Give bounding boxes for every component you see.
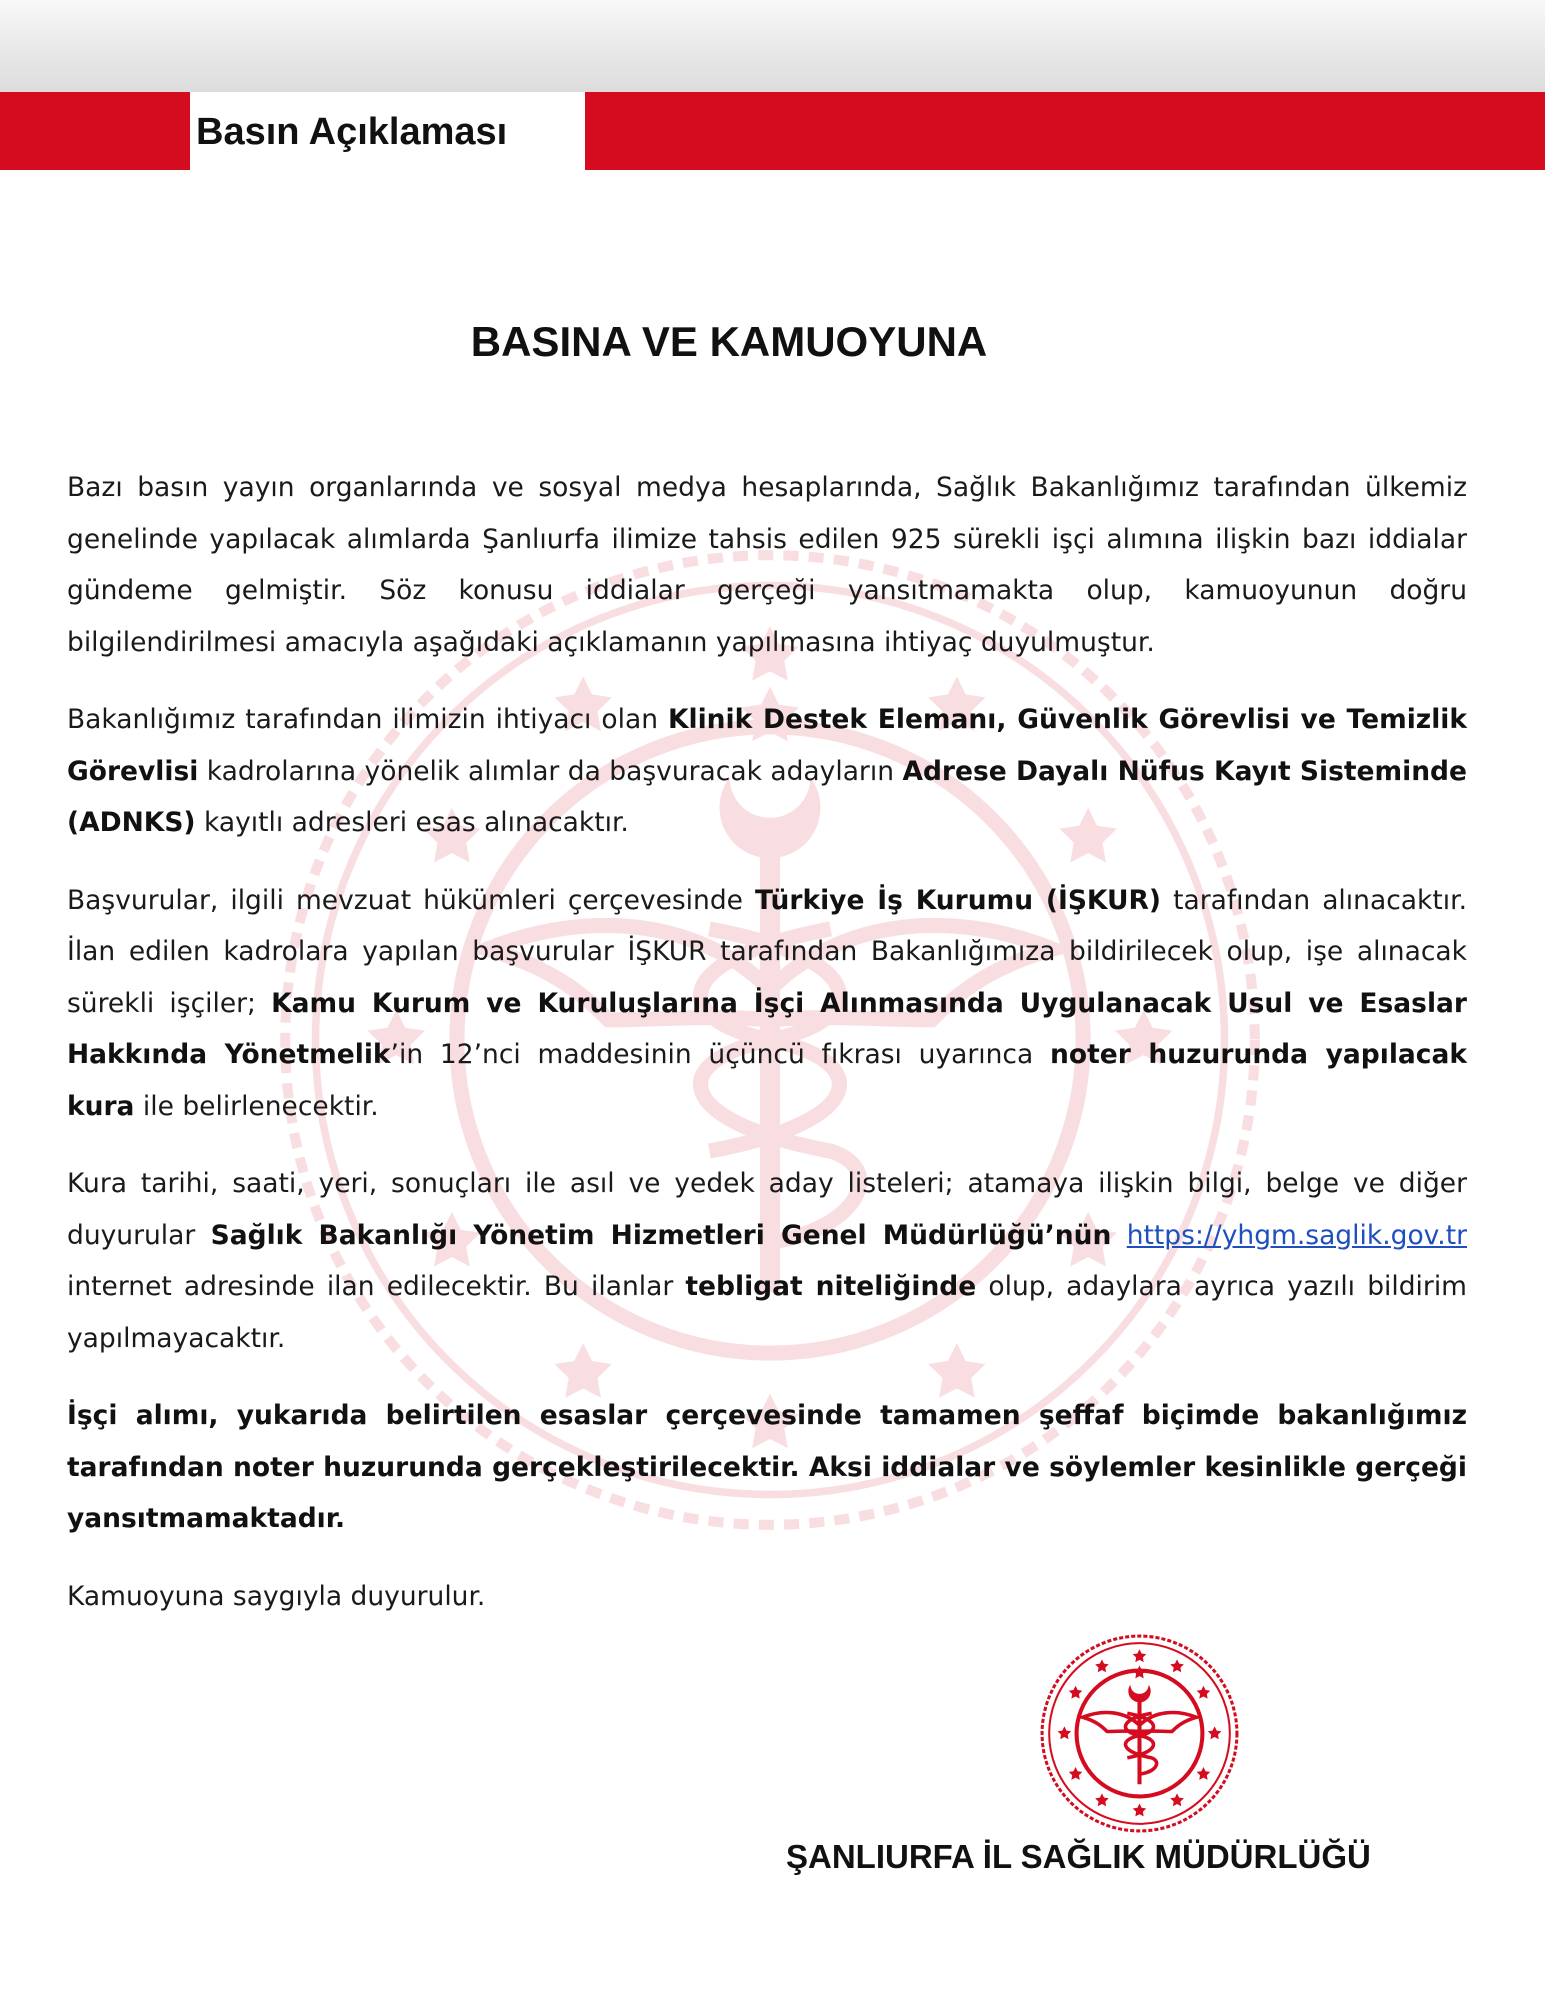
paragraph-3 bbox=[67, 875, 1467, 1133]
top-shade bbox=[0, 0, 1545, 92]
paragraph-1: Bazı basın yayın organlarında ve sosyal medya hesaplarında, Sağlık Bakanlığımız tarafından ülkemiz genelinde yapılacak alımlarda Şanlıurfa ilimize tahsis edilen 925 sürekli işçi alımına ilişkin bazı iddialar gündeme gelmiştir. Söz konusu iddialar gerçeği yansıtmamakta olup, kamuoyunun doğru bilgilendirilmesi amacıyla aşağıdaki açıklamanın yapılmasına ihtiyaç duyulmuştur. bbox=[67, 472, 1467, 658]
p4-text-3: olup, adaylara ayrıca yazılı bildirim yapılmayacaktır. bbox=[67, 1271, 1467, 1354]
p2-bold-positions: Klinik Destek Elemanı, Güvenlik Görevlisi ve Temizlik Görevlisi bbox=[67, 704, 1467, 787]
paragraph-6: Kamuoyuna saygıyla duyurulur. bbox=[67, 1580, 486, 1612]
p2-text-2: kadrolarına yönelik alımlar da başvuracak adayların bbox=[198, 755, 903, 787]
p4-text-1: Kura tarihi, saati, yeri, sonuçları ile asıl ve yedek aday listeleri; atamaya ilişkin bilgi, belge ve diğer duyurular bbox=[67, 1168, 1467, 1251]
banner-title: Basın Açıklaması bbox=[196, 111, 508, 153]
press-release-body bbox=[67, 462, 1467, 1648]
p3-text-1: Başvurular, ilgili mevzuat hükümleri çerçevesinde bbox=[67, 884, 755, 916]
yhgm-website-link[interactable]: https://yhgm.saglik.gov.tr bbox=[1126, 1219, 1467, 1251]
signature-institution: ŞANLIURFA İL SAĞLIK MÜDÜRLÜĞÜ bbox=[786, 1838, 1371, 1875]
p2-text-3: kayıtlı adresleri esas alınacaktır. bbox=[195, 807, 629, 838]
p2-bold-adnks: Adrese Dayalı Nüfus Kayıt Sisteminde (ADNKS) bbox=[67, 755, 1468, 838]
p3-text-3: ’in 12’nci maddesinin üçüncü fıkrası uyarınca bbox=[390, 1039, 1050, 1070]
p4-bold-notification: tebligat niteliğinde bbox=[685, 1271, 977, 1302]
paragraph-4 bbox=[67, 1158, 1467, 1364]
p4-text-2: internet adresinde ilan edilecektir. Bu ilanlar bbox=[67, 1271, 686, 1302]
p3-bold-iskur: Türkiye İş Kurumu (İŞKUR) bbox=[754, 884, 1162, 916]
p3-text-2: tarafından alınacaktır. İlan edilen kadrolara yapılan başvurular İŞKUR tarafından Bakanlığımıza bildirilecek olup, işe alınacak sürekli işçiler; bbox=[67, 884, 1467, 1019]
banner-red-bar-right bbox=[585, 92, 1545, 170]
paragraph-2 bbox=[67, 694, 1467, 849]
banner-red-bar-left bbox=[0, 92, 190, 170]
paragraph-5 bbox=[67, 1390, 1467, 1545]
p2-text-1: Bakanlığımız tarafından ilimizin ihtiyacı olan bbox=[67, 704, 668, 735]
p3-bold-lottery: noter huzurunda yapılacak kura bbox=[67, 1039, 1467, 1122]
document-title: BASINA VE KAMUOYUNA bbox=[470, 318, 988, 365]
ministry-of-health-seal-icon bbox=[1038, 1632, 1241, 1835]
p4-bold-directorate: Sağlık Bakanlığı Yönetim Hizmetleri Genel Müdürlüğü’nün bbox=[210, 1219, 1112, 1251]
p3-text-4: ile belirlenecektir. bbox=[134, 1090, 379, 1122]
p5-bold-statement: İşçi alımı, yukarıda belirtilen esaslar çerçevesinde tamamen şeffaf biçimde bakanlığımız tarafından noter huzurunda gerçekleştirilecektir. Aksi iddialar ve söylemler kesinlikle gerçeği yansıtmamaktadır. bbox=[67, 1400, 1467, 1534]
p3-bold-regulation: Kamu Kurum ve Kuruluşlarına İşçi Alınmasında Uygulanacak Usul ve Esaslar Hakkında Yönetmelik bbox=[67, 987, 1467, 1070]
